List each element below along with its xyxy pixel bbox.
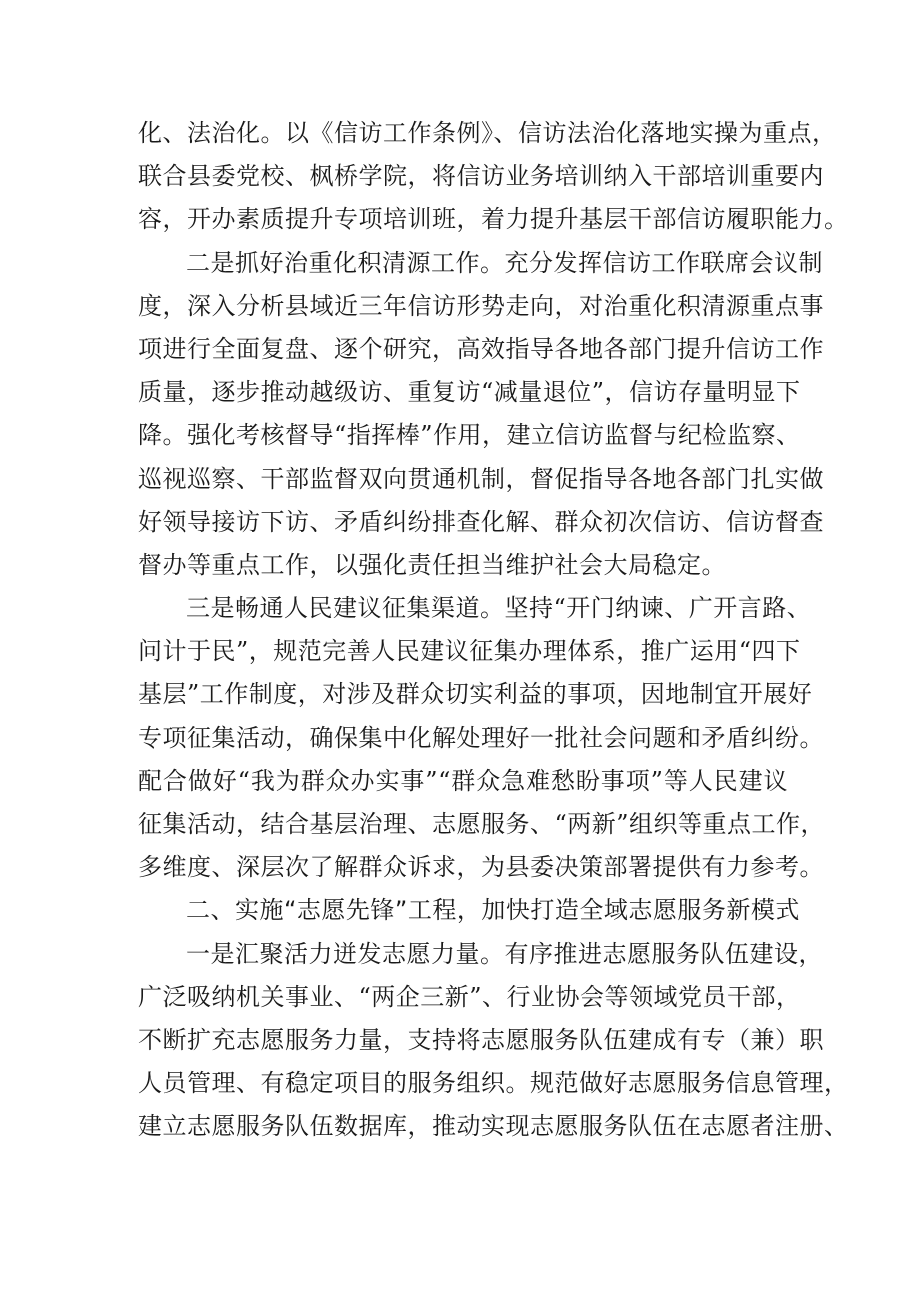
body-text xyxy=(138,112,849,1149)
text-line-4: 充分发挥信访工作联席会议制 xyxy=(504,248,823,277)
text-line-20: 广泛吸纳机关事业、“两企三新”、行业协会等领域党员干部， xyxy=(138,982,801,1011)
text-line-23: 建立志愿服务队伍数据库，推动实现志愿服务队伍在志愿者注册、 xyxy=(138,1112,849,1141)
text-line-1: 化、法治化。以《信访工作条例》、信访法治化落地实操为重点， xyxy=(138,119,837,147)
text-line-21: 不断扩充志愿服务力量，支持将志愿服务队伍建成有专（兼）职 xyxy=(138,1025,824,1054)
text-line-8: 降。强化考核督导“指挥棒”作用，建立信访监督与纪检监察、 xyxy=(138,421,801,450)
subheading-3: 三是畅通人民建议征集渠道。 xyxy=(186,594,505,623)
paragraph-2-first-line xyxy=(138,242,823,285)
text-line-18: 多维度、深层次了解群众诉求，为县委决策部署提供有力参考。 xyxy=(138,853,824,882)
text-line-5: 度，深入分析县域近三年信访形势走向，对治重化积清源重点事 xyxy=(138,291,824,320)
text-line-14: 基层”工作制度，对涉及群众切实利益的事项，因地制宜开展好 xyxy=(138,680,813,709)
text-line-10: 好领导接访下访、矛盾纠纷排查化解、群众初次信访、信访督查 xyxy=(138,507,824,536)
paragraph-4-first-line xyxy=(138,933,823,976)
text-line-6: 项进行全面复盘、逐个研究，高效指导各地各部门提升信访工作 xyxy=(138,334,824,363)
text-line-17: 征集活动，结合基层治理、志愿服务、“两新”组织等重点工作， xyxy=(138,810,826,838)
text-line-22: 人员管理、有稳定项目的服务组织。规范做好志愿服务信息管理， xyxy=(138,1069,849,1098)
text-line-19: 有序推进志愿服务队伍建设， xyxy=(504,939,823,968)
text-line-7: 质量，逐步推动越级访、重复访“减量退位”，信访存量明显下 xyxy=(138,378,801,407)
text-line-9: 巡视巡察、干部监督双向贯通机制，督促指导各地各部门扎实做 xyxy=(138,464,824,493)
text-line-15: 专项征集活动，确保集中化解处理好一批社会问题和矛盾纠纷。 xyxy=(138,723,824,752)
text-line-11: 督办等重点工作，以强化责任担当维护社会大局稳定。 xyxy=(138,550,726,579)
section-heading-2: 二、实施“志愿先锋”工程，加快打造全域志愿服务新模式 xyxy=(186,896,800,925)
subheading-2: 二是抓好治重化积清源工作。 xyxy=(186,248,505,277)
text-line-13: 问计于民”，规范完善人民建议征集办理体系，推广运用“四下 xyxy=(138,637,801,666)
paragraph-3-first-line xyxy=(138,587,812,630)
text-line-16: 配合做好“我为群众办实事”“群众急难愁盼事项”等人民建议 xyxy=(138,766,788,795)
subheading-4: 一是汇聚活力迸发志愿力量。 xyxy=(186,939,505,968)
text-line-2: 联合县委党校、枫桥学院，将信访业务培训纳入干部培训重要内 xyxy=(138,162,824,191)
text-line-12: 坚持“开门纳谏、广开言路、 xyxy=(504,594,812,623)
text-line-3: 容，开办素质提升专项培训班，着力提升基层干部信访履职能力。 xyxy=(138,205,849,234)
